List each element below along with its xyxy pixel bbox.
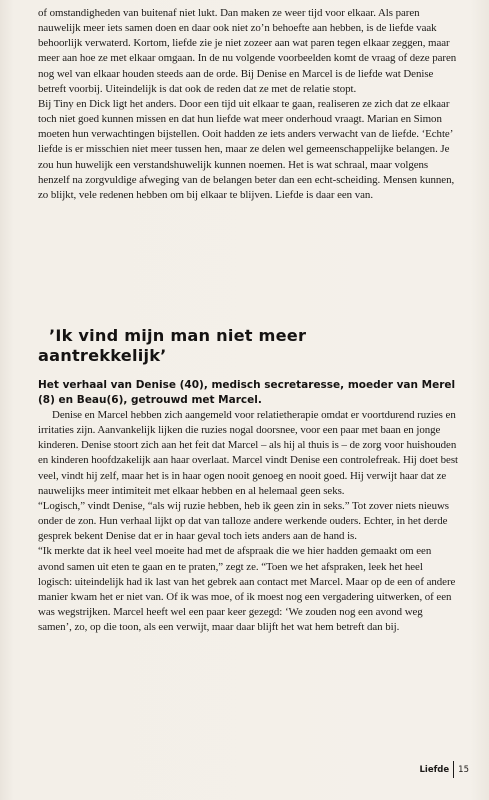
page-footer bbox=[420, 761, 469, 778]
story-subheading: Het verhaal van Denise (40), medisch secretaresse, moeder van Merel (8) en Beau(6), getrouwd met Marcel. bbox=[38, 379, 456, 406]
footer-divider bbox=[453, 761, 454, 778]
intro-paragraph: of omstandigheden van buitenaf niet lukt. Dan maken ze weer tijd voor elkaar. Als paren nauwelijk meer iets samen doen en daar ook niet zo’n behoefte aan hebben, is de liefde vaak behoorlijk verwaterd. Kortom, liefde zie je niet zozeer aan wat paren tegen elkaar zeggen, maar meer aan hoe ze met elkaar omgaan. In de nu volgende voorbeelden komt de vraag of deze paren nog wel van elkaar houden steeds aan de orde. Bij Denise en Marcel is de liefde wat Denise betreft voorbij. Uiteindelijk is dat ook de reden dat ze met de relatie stopt. bbox=[38, 7, 457, 95]
story-paragraph: Denise en Marcel hebben zich aangemeld voor relatietherapie omdat er voortdurend ruzies en irritaties zijn. Aanvankelijk lijken die ruzies nogal doorsnee, voor een paar met baan en jonge kinderen. Denise stoort zich aan het feit dat Marcel – als hij al thuis is – de zorg voor huishouden en kinderen hoofdzakelijk aan haar overlaat. Marcel vindt Denise een controlefreak. Hij doet best veel, vindt hij zelf, maar het is in haar ogen nooit genoeg en nooit goed. Hij verwijt haar dat ze nauwelijks meer intimiteit met elkaar hebben en al helemaal geen seks. bbox=[38, 409, 459, 497]
story-paragraph: “Logisch,” vindt Denise, “als wij ruzie hebben, heb ik geen zin in seks.” Tot zover niets nieuws onder de zon. Hun verhaal lijkt op dat van talloze andere werkende ouders. Echter, in het derde gesprek bekent Denise dat er in haar geval toch iets anders aan de hand is. bbox=[38, 499, 449, 543]
heading-line: ’Ik vind mijn man niet meer bbox=[49, 326, 307, 345]
intro-paragraph: Bij Tiny en Dick ligt het anders. Door een tijd uit elkaar te gaan, realiseren ze zich dat ze elkaar toch niet goed kunnen missen en dat hun liefde wat meer onderhoud vraagt. Marian en Simon moeten hun verwachtingen bijstellen. Ooit hadden ze iets anders verwacht van de liefde. ‘Echte’ liefde is er misschien niet meer tussen hen, maar ze delen wel gemeenschappelijke belangen. Je zou hun huwelijk een verstandshuwelijk kunnen noemen. Het is wat schraal, maar volgens henzelf na zorgvuldige afweging van de belangen beter dan een echt-scheiding. Mensen kunnen, zo blijkt, vele redenen hebben om bij elkaar te blijven. Liefde is daar een van. bbox=[38, 97, 455, 201]
story-paragraph: “Ik merkte dat ik heel veel moeite had met de afspraak die we hier hadden gemaakt om een avond samen uit eten te gaan en te praten,” zegt ze. “Toen we het afspraken, leek het heel logisch: uiteindelijk had ik last van het gebrek aan contact met Marcel. Maar op de een of andere manier kwam het er niet van. Of ik was moe, of ik moest nog een vergadering uitwerken, of een was wegstrijken. Marcel heeft wel een paar keer gezegd: ‘We zouden nog een avond weg samen’, zo, op die toon, als een verwijt, maar daar blijft het wat hem betreft dan bij. bbox=[38, 545, 456, 634]
chapter-heading bbox=[38, 326, 458, 366]
page-number: 15 bbox=[458, 764, 469, 775]
section-label: Liefde bbox=[419, 764, 450, 775]
intro-text-block bbox=[38, 6, 458, 203]
heading-line: aantrekkelijk’ bbox=[38, 346, 167, 365]
story-text-block bbox=[38, 408, 458, 635]
